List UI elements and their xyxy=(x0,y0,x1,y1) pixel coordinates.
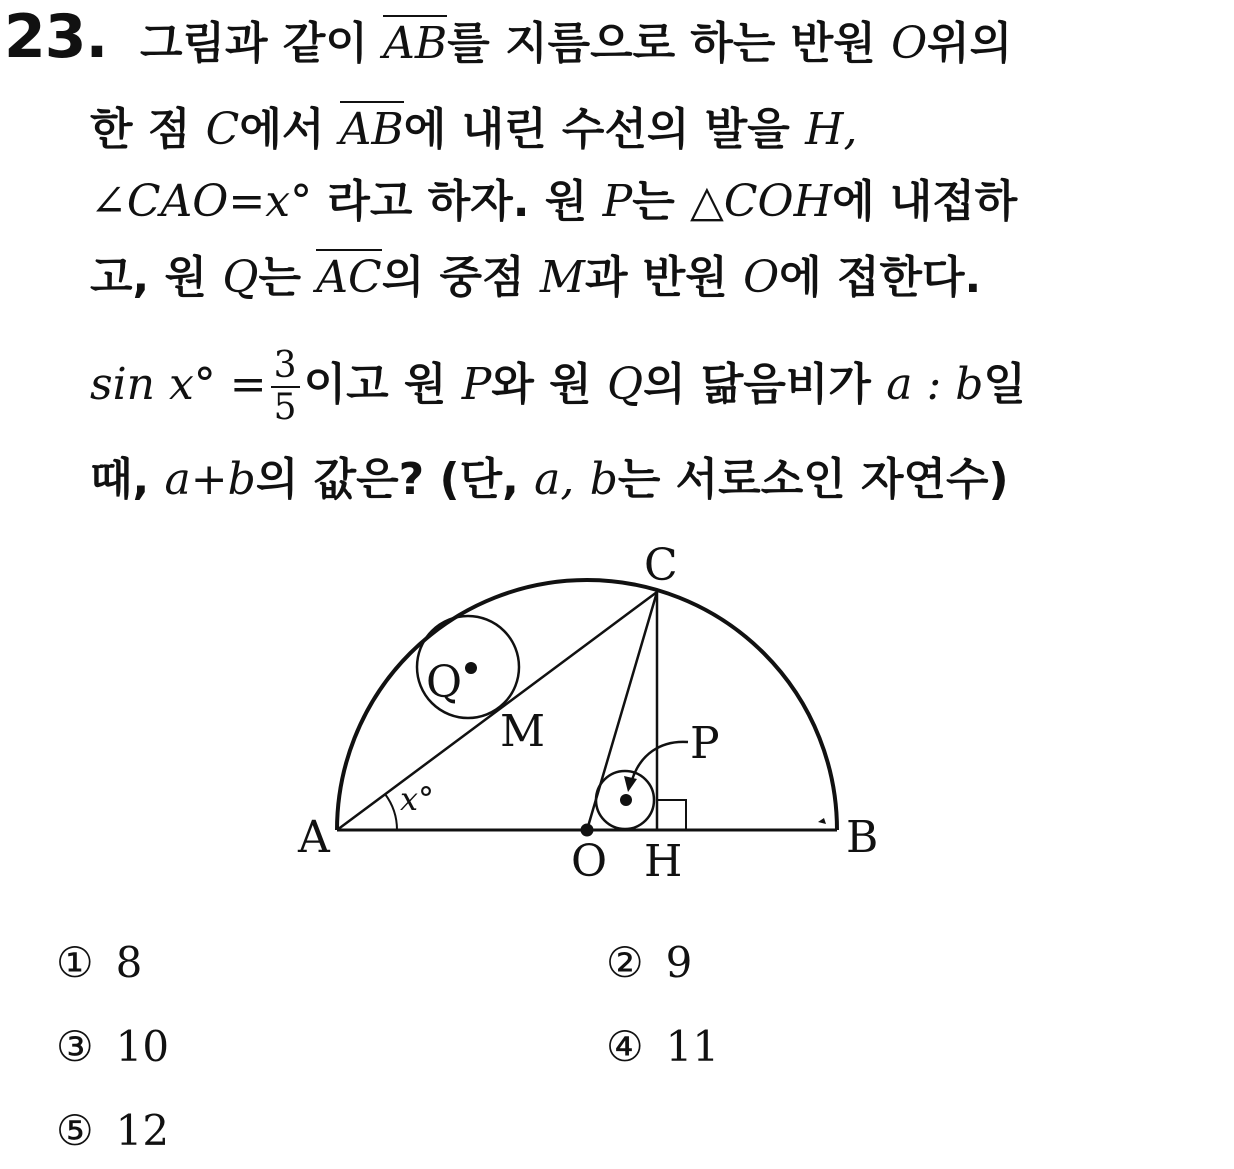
segment-ab: AB xyxy=(340,101,404,155)
choice-value: 8 xyxy=(115,938,143,987)
text: 의 값은? (단, xyxy=(255,454,535,505)
var-b: b xyxy=(589,454,618,505)
circle-q: Q xyxy=(222,252,259,303)
choice-mark: ③ xyxy=(56,1022,94,1071)
point-o: O xyxy=(891,18,928,69)
text: 의 닮음비가 xyxy=(643,359,887,410)
text: 때, xyxy=(90,454,165,505)
midpoint-m: M xyxy=(539,252,585,303)
center-p-dot xyxy=(620,794,632,806)
var-a: a, xyxy=(534,454,575,505)
text: 에 내린 수선의 발을 xyxy=(403,104,806,155)
ratio: a : b xyxy=(886,359,984,410)
text: 일 xyxy=(983,359,1026,410)
point-o-dot xyxy=(581,824,594,837)
circle-q: Q xyxy=(606,359,644,410)
choice-value: 9 xyxy=(665,938,693,987)
point-o: O xyxy=(743,252,780,303)
angle-cao: ∠CAO=x° xyxy=(90,176,313,227)
arrow-head xyxy=(624,776,637,792)
text: 에 접한다. xyxy=(779,252,982,303)
choice-mark: ④ xyxy=(606,1022,644,1071)
point-h: H, xyxy=(805,104,858,155)
corner-mark xyxy=(818,818,826,824)
numerator: 3 xyxy=(271,346,300,388)
text: 과 반원 xyxy=(584,252,744,303)
text: 에 내접하 xyxy=(831,176,1018,227)
label-c: C xyxy=(644,540,678,591)
question-number: 23. xyxy=(4,2,108,72)
choice-1[interactable] xyxy=(56,938,142,987)
triangle-coh: △COH xyxy=(690,176,832,227)
text: 위의 xyxy=(927,18,1013,69)
text: 의 중점 xyxy=(381,252,540,303)
choice-3[interactable] xyxy=(56,1022,169,1071)
center-q-dot xyxy=(465,662,477,674)
segment-ab: AB xyxy=(383,15,447,69)
sine-expression: sin x° = xyxy=(90,359,267,410)
label-q: Q xyxy=(426,657,463,708)
text: 고, 원 xyxy=(90,252,223,303)
denominator: 5 xyxy=(273,387,297,428)
choice-5[interactable] xyxy=(56,1106,169,1155)
point-c: C xyxy=(205,104,240,155)
circle-p: P xyxy=(602,176,633,227)
text: 라고 하자. 원 xyxy=(312,176,603,227)
text: 는 xyxy=(258,252,317,303)
label-h: H xyxy=(644,836,683,887)
label-a: A xyxy=(298,812,330,863)
label-o: O xyxy=(571,836,608,887)
text: 와 원 xyxy=(491,359,607,410)
text: 는 xyxy=(632,176,691,227)
angle-arc-x xyxy=(385,794,397,830)
choice-mark: ① xyxy=(56,938,94,987)
text: 그림과 같이 xyxy=(140,18,384,69)
right-angle-mark xyxy=(657,800,686,830)
label-b: B xyxy=(846,812,879,863)
choice-2[interactable] xyxy=(606,938,692,987)
text: 한 점 xyxy=(90,104,206,155)
text: 는 서로소인 자연수) xyxy=(617,454,1009,505)
text: 에서 xyxy=(239,104,340,155)
choice-value: 12 xyxy=(115,1106,170,1155)
text: 를 지름으로 하는 반원 xyxy=(447,18,892,69)
label-p: P xyxy=(690,718,720,769)
circle-p: P xyxy=(461,359,492,410)
sum-expression: a+b xyxy=(164,454,256,505)
choice-value: 11 xyxy=(665,1022,720,1071)
choice-mark: ② xyxy=(606,938,644,987)
choice-4[interactable] xyxy=(606,1022,719,1071)
segment-ac: AC xyxy=(316,249,381,303)
label-angle-x: x° xyxy=(400,780,435,818)
label-m: M xyxy=(500,706,546,757)
choice-mark: ⑤ xyxy=(56,1106,94,1155)
text: 이고 원 xyxy=(303,359,462,410)
choice-value: 10 xyxy=(115,1022,170,1071)
